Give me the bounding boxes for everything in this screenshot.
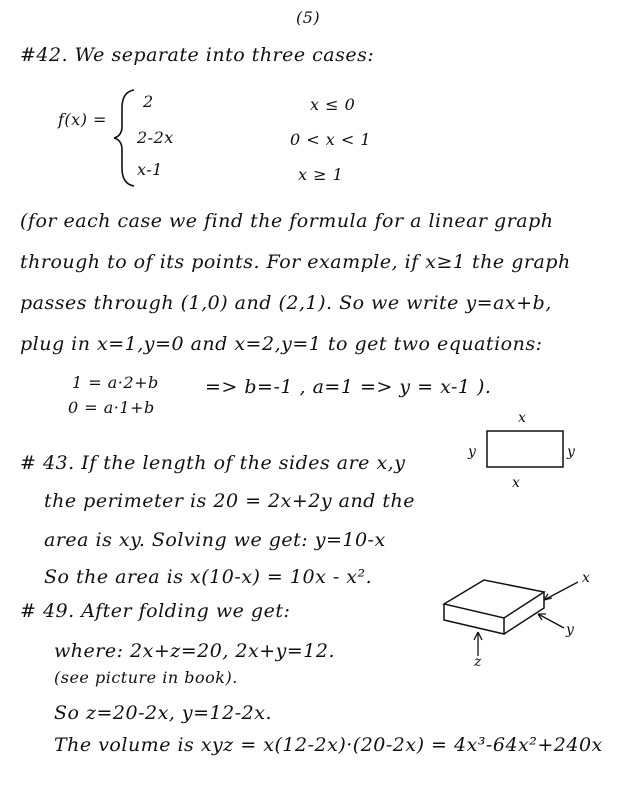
problem-42-heading: #42. We separate into three cases: (20, 44, 375, 66)
case-3-expr: x-1 (137, 160, 163, 179)
box-label-y: y (566, 622, 575, 638)
explanation-line-1: (for each case we find the formula for a linear graph (20, 210, 554, 232)
box-label-x: x (582, 570, 591, 586)
rect-right-label: y (567, 444, 576, 460)
rectangle-diagram (486, 430, 566, 470)
case-3-condition: x ≥ 1 (298, 165, 344, 184)
case-1-condition: x ≤ 0 (310, 95, 356, 114)
problem-43-line-2: the perimeter is 20 = 2x+2y and the (44, 490, 415, 512)
equation-1: 1 = a·2+b (72, 373, 159, 392)
case-1-expr: 2 (143, 92, 154, 111)
case-2-condition: 0 < x < 1 (290, 130, 372, 149)
equation-2: 0 = a·1+b (68, 398, 155, 417)
case-2-expr: 2-2x (137, 128, 174, 147)
equation-result: => b=-1 , a=1 => y = x-1 ). (205, 376, 492, 398)
problem-43-line-3: area is xy. Solving we get: y=10-x (44, 529, 386, 551)
problem-49-line-2: where: 2x+z=20, 2x+y=12. (54, 640, 336, 662)
explanation-line-4: plug in x=1,y=0 and x=2,y=1 to get two equations: (20, 333, 543, 355)
box-diagram (440, 570, 600, 660)
problem-49-line-3: (see picture in book). (54, 668, 238, 687)
explanation-line-2: through to of its points. For example, if x≥1 the graph (20, 251, 571, 273)
problem-43-line-4: So the area is x(10-x) = 10x - x². (44, 566, 373, 588)
rect-left-label: y (468, 444, 477, 460)
problem-43-line-1: # 43. If the length of the sides are x,y (20, 452, 406, 474)
page-number: (5) (296, 8, 321, 27)
rect-bottom-label: x (512, 475, 521, 491)
explanation-line-3: passes through (1,0) and (2,1). So we write y=ax+b, (20, 292, 552, 314)
rect-top-label: x (518, 410, 527, 426)
problem-49-line-4: So z=20-2x, y=12-2x. (54, 702, 272, 724)
problem-49-line-1: # 49. After folding we get: (20, 600, 291, 622)
problem-49-line-5: The volume is xyz = x(12-2x)·(20-2x) = 4x³-64x²+240x (54, 734, 603, 756)
piecewise-brace (110, 88, 140, 188)
fx-label: f(x) = (58, 110, 107, 129)
box-label-z: z (474, 654, 482, 670)
